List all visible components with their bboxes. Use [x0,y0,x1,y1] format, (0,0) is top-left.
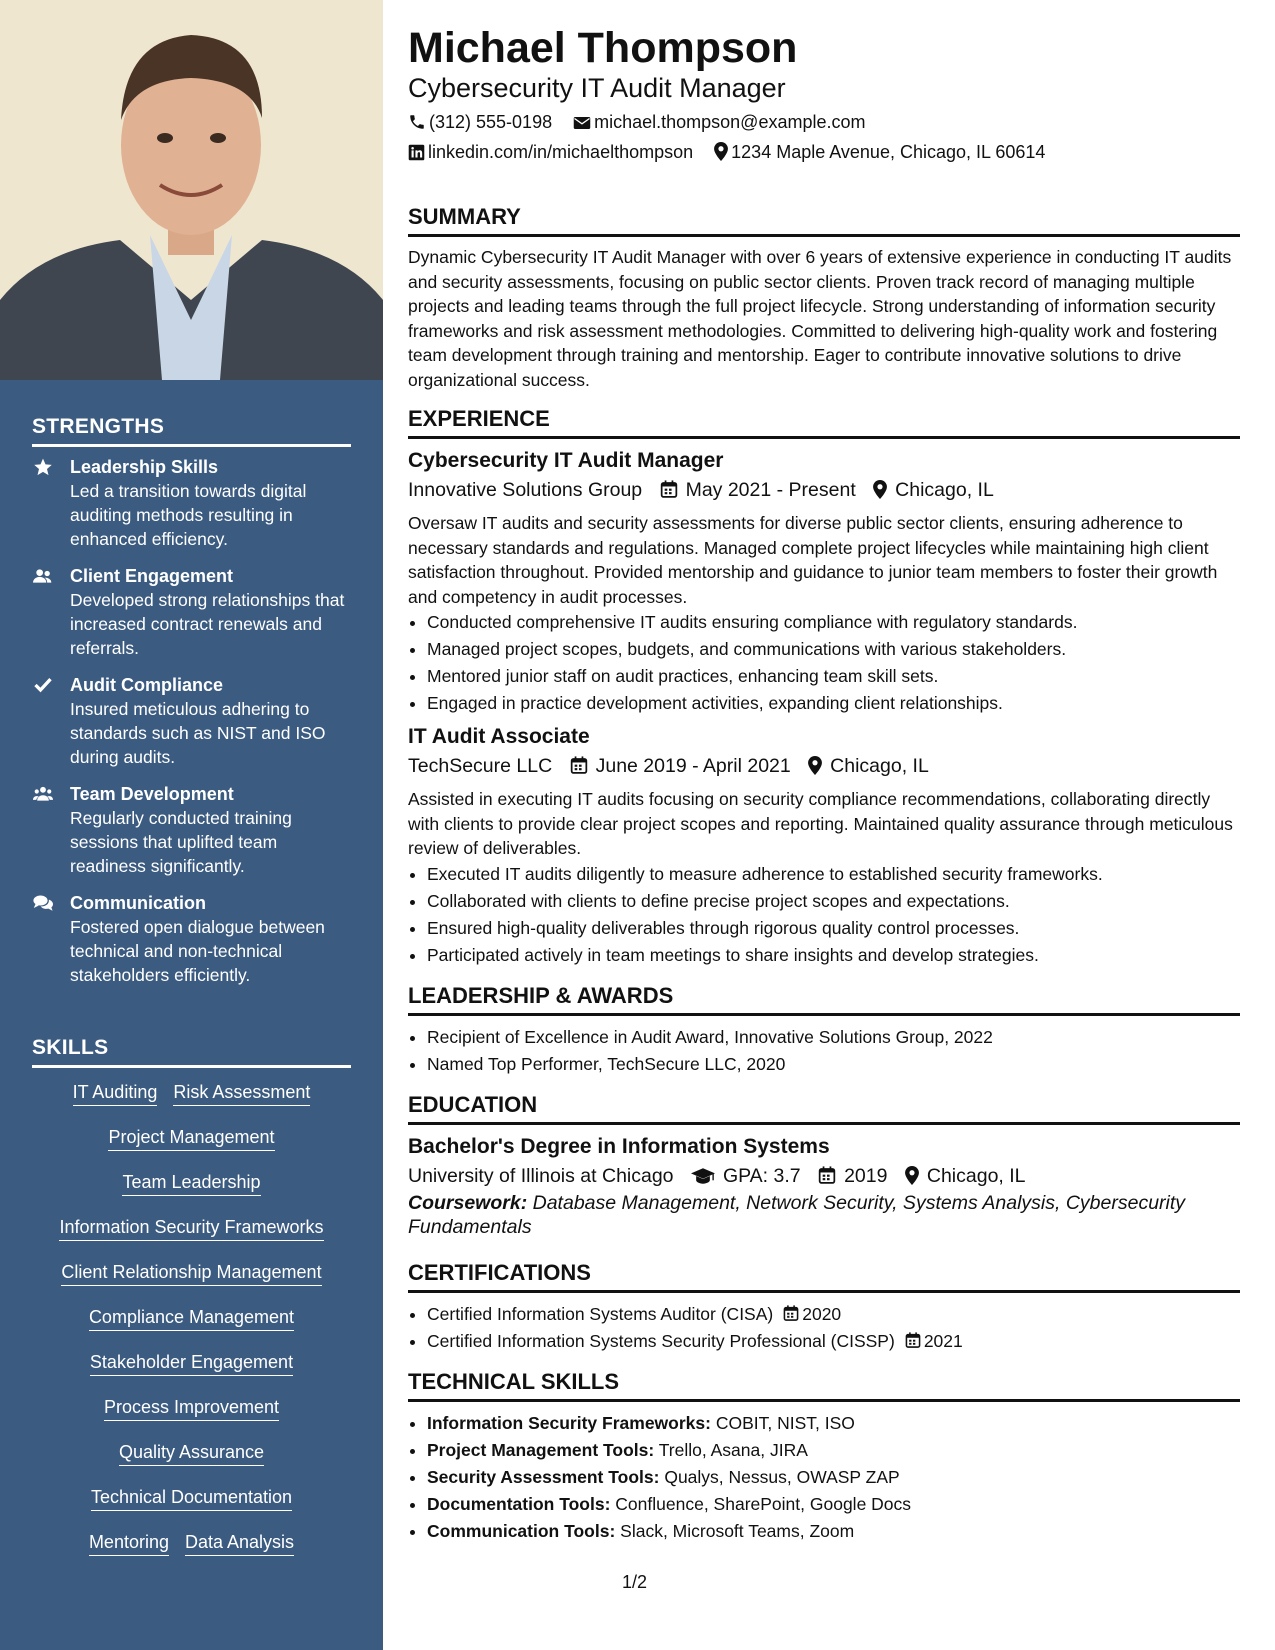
linkedin-icon [408,144,425,161]
strength-title: Client Engagement [70,566,234,586]
job-meta [408,751,1240,781]
sidebar [0,0,383,1650]
experience-heading: EXPERIENCE [408,406,1240,439]
strength-desc: Developed strong relationships that increased contract renewals and referrals. [70,590,345,658]
strength-item [32,782,351,878]
summary-text: Dynamic Cybersecurity IT Audit Manager with over 6 years of extensive experience in conducting IT audits and security assessments, focusing on public sector clients. Proven track record of managing multiple projects and leading teams through the full project lifecycle. Strong understanding of information security frameworks and risk assessment methodologies. Committed to delivering high-quality work and fostering team development through training and mentorship. Eager to contribute innovative solutions to drive organizational success. [408,247,1232,390]
strength-title: Communication [70,893,207,913]
skill-tag: Technical Documentation [91,1487,292,1511]
coursework [408,1191,1240,1240]
contact-row [408,108,1240,136]
job-meta [408,475,1240,505]
job-company: TechSecure LLC [408,755,553,777]
map-pin-icon [873,480,887,499]
strength-desc: Fostered open dialogue between technical and non-technical stakeholders efficiently. [70,917,325,985]
gpa: GPA: 3.7 [722,1164,801,1187]
job-description: Oversaw IT audits and security assessments for diverse public sector clients, ensuring adherence to necessary standards and regulations. Managed complete project lifecycles while maintaining high client satisfaction throughout. Provided mentorship and guidance to junior team members to foster their growth and competency in audit processes. [408,513,1218,607]
skills-heading: SKILLS [32,1036,351,1068]
list-item: • Engaged in practice development activities, expanding client relationships. [427,690,1240,717]
skills-section [32,1036,351,1577]
job-company: Innovative Solutions Group [408,479,643,501]
strength-item [32,891,351,987]
skill-tag: Team Leadership [122,1172,260,1196]
list-item [427,1491,1240,1518]
cert-year: 2021 [923,1330,963,1351]
tech-skill-value: Trello, Asana, JIRA [658,1439,808,1460]
skill-tag: Client Relationship Management [61,1262,321,1286]
envelope-icon [573,115,591,131]
strength-desc: Insured meticulous adhering to standards such as NIST and ISO during audits. [70,699,326,767]
tech-skill-value: COBIT, NIST, ISO [715,1412,855,1433]
degree-title: Bachelor's Degree in Information Systems [408,1134,830,1158]
graduation-cap-icon [691,1167,715,1185]
group-icon [32,784,54,804]
strength-desc: Led a transition towards digital auditing methods resulting in enhanced efficiency. [70,481,307,549]
skills-list [32,1076,351,1577]
list-item [427,1301,1240,1328]
job-dates: June 2019 - April 2021 [595,755,791,777]
list-item [427,1437,1240,1464]
comments-icon [32,893,54,913]
list-item: • Executed IT audits diligently to measure adherence to established security frameworks. [427,861,1240,888]
strengths-heading: STRENGTHS [32,415,351,447]
list-item [427,1518,1240,1545]
strength-title: Team Development [70,784,234,804]
strength-title: Leadership Skills [70,457,219,477]
job-title: IT Audit Associate [408,725,590,748]
list-item: • Recipient of Excellence in Audit Award, Innovative Solutions Group, 2022 [427,1024,1240,1051]
strength-item [32,564,351,660]
page-number: 1/2 [622,1572,648,1592]
tech-skill-label: Communication Tools: [427,1520,616,1541]
map-pin-icon [905,1166,919,1185]
awards-list [408,1024,1240,1078]
graduation-year: 2019 [844,1164,888,1187]
list-item [427,1410,1240,1437]
strength-item [32,673,351,769]
tech-skill-label: Project Management Tools: [427,1439,655,1460]
contact-row [408,138,1240,166]
phone-contact[interactable] [408,108,552,136]
skill-tag: Quality Assurance [119,1442,264,1466]
cert-name: Certified Information Systems Auditor (CISA) [427,1303,774,1324]
calendar-icon [570,756,588,775]
strength-title: Audit Compliance [70,675,224,695]
coursework-text: Database Management, Network Security, Systems Analysis, Cybersecurity Fundamentals [408,1191,1186,1238]
check-icon [32,675,54,695]
skill-tag: Information Security Frameworks [59,1217,323,1241]
tech-skill-label: Information Security Frameworks: [427,1412,711,1433]
job-dates: May 2021 - Present [685,479,856,501]
job-bullets [408,609,1240,717]
address-contact [714,138,1045,166]
main-content [408,22,1240,1545]
calendar-icon [818,1166,836,1185]
tech-skill-label: Security Assessment Tools: [427,1466,660,1487]
certifications-heading: CERTIFICATIONS [408,1260,1240,1293]
skill-tag: Stakeholder Engagement [90,1352,293,1376]
calendar-icon [905,1332,921,1349]
tech-skill-value: Confluence, SharePoint, Google Docs [615,1493,912,1514]
strength-desc: Regularly conducted training sessions that uplifted team readiness significantly. [70,808,292,876]
tech-skill-value: Slack, Microsoft Teams, Zoom [620,1520,855,1541]
education-meta [408,1161,1240,1191]
list-item: • Named Top Performer, TechSecure LLC, 2020 [427,1051,1240,1078]
job-description: Assisted in executing IT audits focusing on security compliance recommendations, collaborating directly with clients to provide clear project scopes and reporting. Maintained quality assurance through meticulous review of deliverables. [408,789,1233,858]
tech-skill-label: Documentation Tools: [427,1493,611,1514]
skill-tag: Process Improvement [104,1397,279,1421]
strength-item [32,455,351,551]
skill-tag: IT Auditing [73,1082,158,1106]
phone-text: (312) 555-0198 [429,112,553,132]
list-item [427,1328,1240,1355]
email-text: michael.thompson@example.com [594,112,866,132]
strengths-section [32,415,351,1000]
list-item: • Managed project scopes, budgets, and communications with various stakeholders. [427,636,1240,663]
job-entry [408,723,1240,969]
tech-skill-value: Qualys, Nessus, OWASP ZAP [664,1466,900,1487]
person-name: Michael Thompson [408,24,798,72]
technical-skills-heading: TECHNICAL SKILLS [408,1369,1240,1402]
skill-tag: Data Analysis [185,1532,294,1556]
job-location: Chicago, IL [830,755,929,777]
skill-tag: Project Management [108,1127,274,1151]
linkedin-contact[interactable] [408,138,693,166]
education-location: Chicago, IL [926,1164,1026,1187]
person-title: Cybersecurity IT Audit Manager [408,73,786,103]
skill-tag: Risk Assessment [173,1082,310,1106]
phone-icon [408,113,426,131]
list-item: • Conducted comprehensive IT audits ensuring compliance with regulatory standards. [427,609,1240,636]
cert-year: 2020 [802,1303,842,1324]
map-pin-icon [808,756,822,775]
list-item: • Participated actively in team meetings to share insights and develop strategies. [427,942,1240,969]
calendar-icon [660,480,678,499]
list-item: • Ensured high-quality deliverables through rigorous quality control processes. [427,915,1240,942]
education-heading: EDUCATION [408,1092,1240,1125]
list-item: • Mentored junior staff on audit practices, enhancing team skill sets. [427,663,1240,690]
email-contact[interactable] [573,108,865,136]
job-entry [408,447,1240,717]
job-location: Chicago, IL [895,479,994,501]
linkedin-text: linkedin.com/in/michaelthompson [428,142,694,162]
list-item: • Collaborated with clients to define precise project scopes and expectations. [427,888,1240,915]
skill-tag: Compliance Management [89,1307,294,1331]
awards-heading: LEADERSHIP & AWARDS [408,983,1240,1016]
profile-photo [0,0,383,380]
job-bullets [408,861,1240,969]
technical-skills-list [408,1410,1240,1545]
star-icon [32,457,54,477]
users-icon [32,566,54,586]
list-item [427,1464,1240,1491]
calendar-icon [783,1305,799,1322]
summary-heading: SUMMARY [408,204,1240,237]
job-title: Cybersecurity IT Audit Manager [408,449,724,472]
school-name: University of Illinois at Chicago [408,1164,674,1187]
address-text: 1234 Maple Avenue, Chicago, IL 60614 [731,142,1046,162]
skill-tag: Mentoring [89,1532,169,1556]
coursework-label: Coursework: [408,1191,528,1214]
certifications-list [408,1301,1240,1355]
cert-name: Certified Information Systems Security Professional (CISSP) [427,1330,895,1351]
map-pin-icon [714,142,728,161]
